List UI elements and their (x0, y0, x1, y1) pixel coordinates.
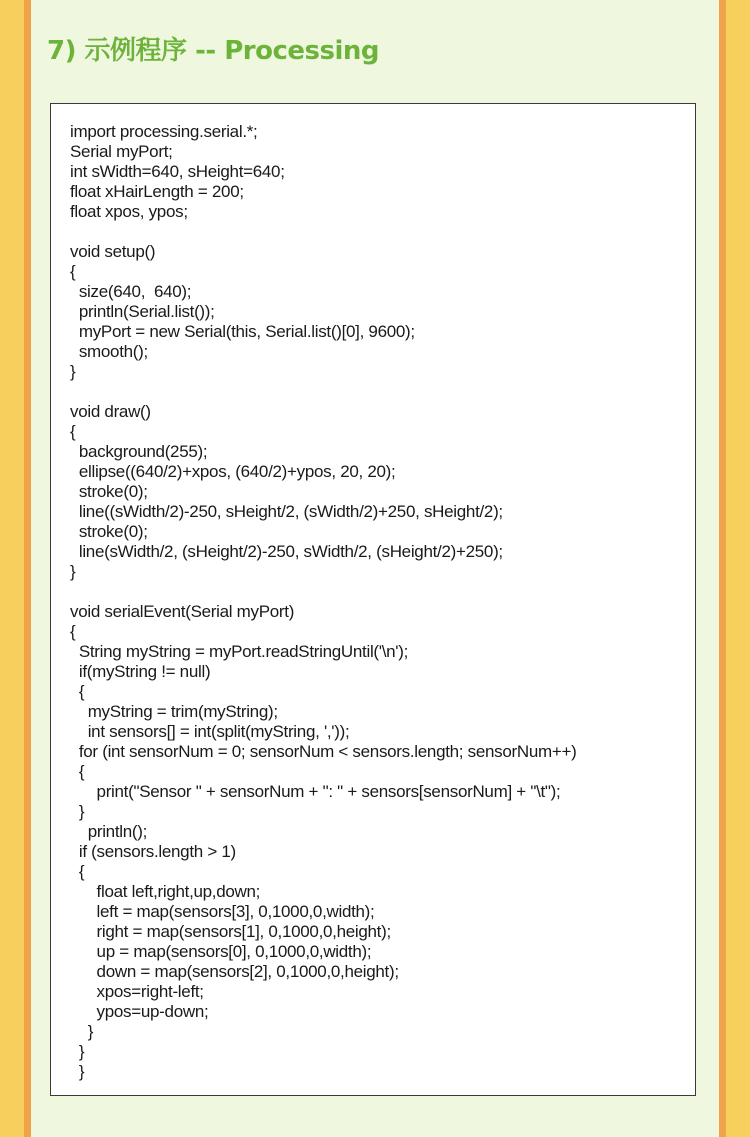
left-border-stripe (0, 0, 24, 1137)
right-border-accent (719, 0, 726, 1137)
section-heading: 7) 示例程序 -- Processing (47, 36, 379, 66)
left-border-accent (24, 0, 31, 1137)
code-text: import processing.serial.*; Serial myPort; int sWidth=640, sHeight=640; float xHairLength = 200; float xpos, ypos; void setup() { size(640, 640); println(Serial.list()); myPort = new Serial(this, Serial.list()[0], 9600); smooth(); } void draw() { background(255); ellipse((640/2)+xpos, (640/2)+ypos, 20, 20); stroke(0); line((sWidth/2)-250, sHeight/2, (sWidth/2)+250, sHeight/2); stroke(0); line(sWidth/2, (sHeight/2)-250, sWidth/2, (sHeight/2)+250); } void serialEvent(Serial myPort) { String myString = myPort.readStringUntil('\n'); if(myString != null) { myString = trim(myString); int sensors[] = int(split(myString, ',')); for (int sensorNum = 0; sensorNum < sensors.length; sensorNum++) { print("Sensor " + sensorNum + ": " + sensors[sensorNum] + "\t"); } println(); if (sensors.length > 1) { float left,right,up,down; left = map(sensors[3], 0,1000,0,width); right = map(sensors[1], 0,1000,0,height); up = map(sensors[0], 0,1000,0,width); down = map(sensors[2], 0,1000,0,height); xpos=right-left; ypos=up-down; } } } (70, 122, 577, 1081)
right-border-stripe (726, 0, 750, 1137)
code-block (50, 103, 696, 1096)
